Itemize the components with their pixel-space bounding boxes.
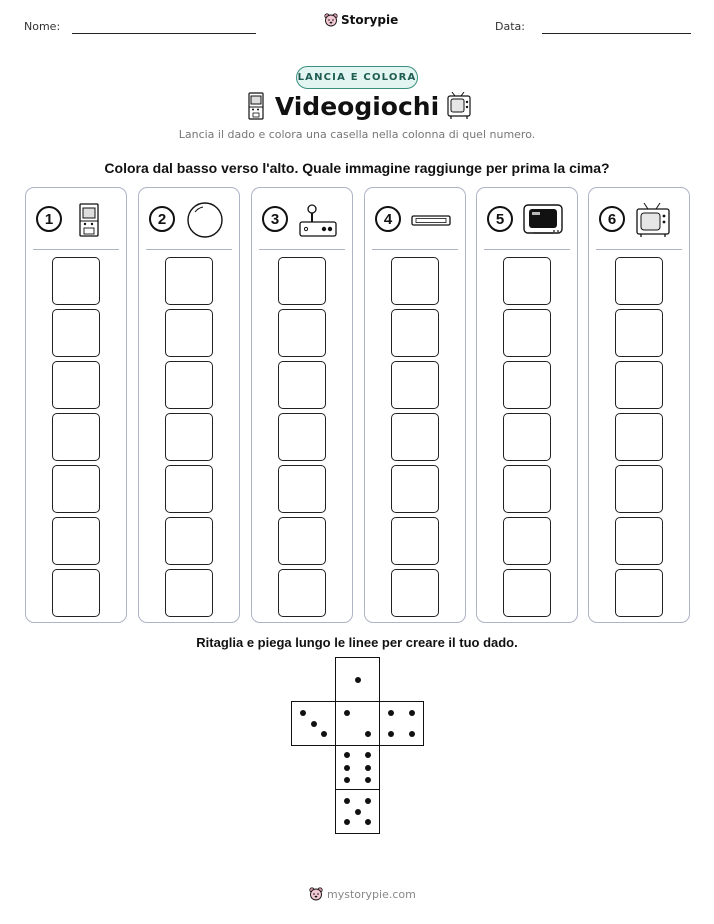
color-cell[interactable] xyxy=(503,309,551,357)
column-1 xyxy=(25,187,127,623)
game-cartridge-icon xyxy=(411,202,451,238)
column-header xyxy=(589,188,689,250)
die-pip xyxy=(344,752,350,758)
die-pip xyxy=(344,765,350,771)
color-cell[interactable] xyxy=(165,257,213,305)
color-cell[interactable] xyxy=(391,413,439,461)
die-face-2 xyxy=(335,701,380,746)
column-number: 2 xyxy=(149,206,175,232)
name-line xyxy=(72,33,256,34)
color-cell[interactable] xyxy=(165,413,213,461)
die-pip xyxy=(355,809,361,815)
die-pip xyxy=(365,765,371,771)
activity-badge: LANCIA E COLORA xyxy=(296,66,418,89)
column-divider xyxy=(596,249,682,250)
die-pip xyxy=(365,819,371,825)
column-6 xyxy=(588,187,690,623)
column-number: 3 xyxy=(262,206,288,232)
die-pip xyxy=(388,710,394,716)
color-cell[interactable] xyxy=(391,309,439,357)
die-pip xyxy=(300,710,306,716)
color-cell[interactable] xyxy=(165,569,213,617)
column-number: 5 xyxy=(487,206,513,232)
die-pip xyxy=(344,798,350,804)
color-cell[interactable] xyxy=(615,361,663,409)
ball-icon xyxy=(185,202,225,238)
column-divider xyxy=(33,249,119,250)
column-number: 6 xyxy=(599,206,625,232)
color-cell[interactable] xyxy=(391,517,439,565)
subtitle: Lancia il dado e colora una casella nella colonna di quel numero. xyxy=(178,128,536,141)
die-pip xyxy=(344,710,350,716)
instruction-text: Colora dal basso verso l'alto. Quale immagine raggiunge per prima la cima? xyxy=(104,160,610,176)
die-pip xyxy=(321,731,327,737)
color-cell[interactable] xyxy=(503,257,551,305)
color-cell[interactable] xyxy=(278,517,326,565)
color-cell[interactable] xyxy=(278,413,326,461)
crt-monitor-icon xyxy=(523,202,563,238)
die-pip xyxy=(365,752,371,758)
color-cell[interactable] xyxy=(52,465,100,513)
die-pip xyxy=(409,710,415,716)
color-cell[interactable] xyxy=(615,569,663,617)
die-pip xyxy=(344,777,350,783)
color-cell[interactable] xyxy=(278,569,326,617)
color-cell[interactable] xyxy=(278,257,326,305)
retro-tv-icon xyxy=(635,202,671,238)
column-divider xyxy=(372,249,458,250)
column-divider xyxy=(146,249,232,250)
color-cell[interactable] xyxy=(278,465,326,513)
color-cell[interactable] xyxy=(503,465,551,513)
color-cell[interactable] xyxy=(391,465,439,513)
color-cell[interactable] xyxy=(165,309,213,357)
die-pip xyxy=(355,677,361,683)
die-pip xyxy=(365,798,371,804)
color-cell[interactable] xyxy=(52,413,100,461)
color-cell[interactable] xyxy=(391,361,439,409)
date-line xyxy=(542,33,691,34)
color-cell[interactable] xyxy=(278,309,326,357)
column-header xyxy=(365,188,465,250)
column-divider xyxy=(259,249,345,250)
retro-tv-icon xyxy=(446,92,472,120)
color-cell[interactable] xyxy=(278,361,326,409)
color-cell[interactable] xyxy=(503,517,551,565)
die-face-5 xyxy=(335,789,380,834)
footer xyxy=(309,887,416,901)
cut-instruction: Ritaglia e piega lungo le linee per creare il tuo dado. xyxy=(196,635,518,650)
die-pip xyxy=(344,819,350,825)
die-pip xyxy=(365,731,371,737)
bear-logo-icon xyxy=(309,887,323,901)
column-2 xyxy=(138,187,240,623)
footer-url: mystorypie.com xyxy=(327,887,416,901)
brand-name: Storypie xyxy=(341,13,399,27)
die-pip xyxy=(388,731,394,737)
color-cell[interactable] xyxy=(391,257,439,305)
name-label: Nome: xyxy=(24,20,61,33)
color-cell[interactable] xyxy=(165,465,213,513)
page-title: Videogiochi xyxy=(274,92,440,121)
color-cell[interactable] xyxy=(503,361,551,409)
color-cell[interactable] xyxy=(52,569,100,617)
color-cell[interactable] xyxy=(615,309,663,357)
die-pip xyxy=(409,731,415,737)
color-cell[interactable] xyxy=(52,257,100,305)
column-header xyxy=(252,188,352,250)
color-cell[interactable] xyxy=(615,413,663,461)
color-cell[interactable] xyxy=(391,569,439,617)
column-divider xyxy=(484,249,570,250)
column-header xyxy=(477,188,577,250)
color-cell[interactable] xyxy=(615,517,663,565)
die-face-6 xyxy=(335,745,380,790)
column-number: 4 xyxy=(375,206,401,232)
column-3 xyxy=(251,187,353,623)
arcade-cabinet-icon xyxy=(72,202,104,238)
color-cell[interactable] xyxy=(52,361,100,409)
color-cell[interactable] xyxy=(165,517,213,565)
color-cell[interactable] xyxy=(615,257,663,305)
brand-logo xyxy=(324,13,398,27)
color-cell[interactable] xyxy=(52,309,100,357)
color-cell[interactable] xyxy=(503,569,551,617)
column-4 xyxy=(364,187,466,623)
color-cell[interactable] xyxy=(503,413,551,461)
die-pip xyxy=(365,777,371,783)
die-face-3 xyxy=(291,701,336,746)
die-face-4 xyxy=(379,701,424,746)
date-label: Data: xyxy=(495,20,525,33)
column-header xyxy=(139,188,239,250)
color-cell[interactable] xyxy=(165,361,213,409)
joystick-icon xyxy=(298,202,338,238)
color-cell[interactable] xyxy=(52,517,100,565)
column-5 xyxy=(476,187,578,623)
die-pip xyxy=(311,721,317,727)
column-number: 1 xyxy=(36,206,62,232)
bear-logo-icon xyxy=(324,13,338,27)
die-face-1 xyxy=(335,657,380,702)
column-header xyxy=(26,188,126,250)
color-cell[interactable] xyxy=(615,465,663,513)
